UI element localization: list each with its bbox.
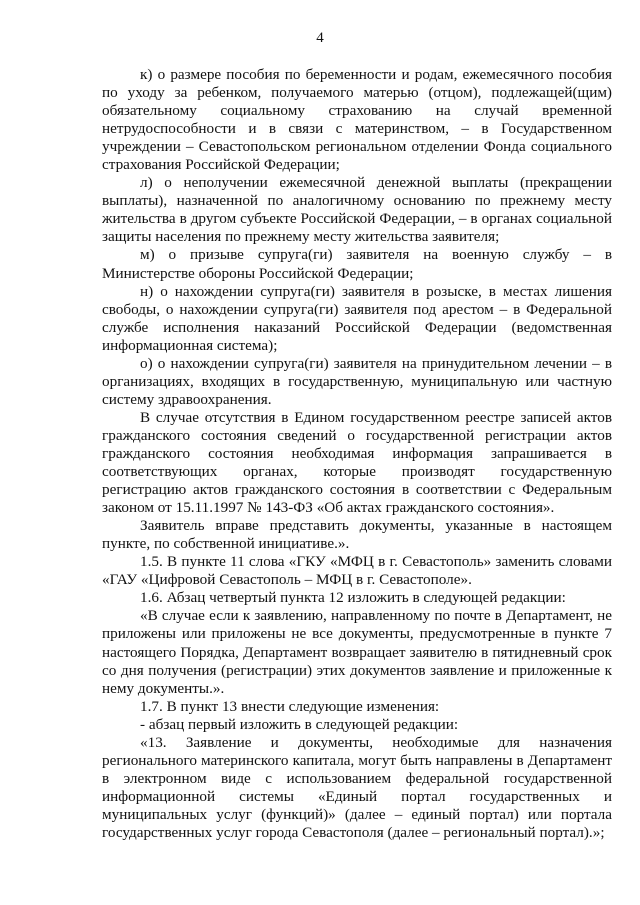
paragraph-item-k: к) о размере пособия по беременности и родам, ежемесячного пособия по уходу за ребенком, получаемого матерью (отцом), подлежащей(щим) обязательному социальному страхованию на случай временной нетрудоспособности и в связи с материнством, – в Государственном учреждении – Севастопольском региональном отделении Фонда социального страхования Российской Федерации; bbox=[102, 66, 612, 174]
paragraph-amendment-1-6: 1.6. Абзац четвертый пункта 12 изложить в следующей редакции: bbox=[140, 589, 566, 607]
paragraph-amendment-1-7-item: - абзац первый изложить в следующей редакции: bbox=[140, 715, 459, 733]
page-number: 4 bbox=[316, 30, 324, 46]
paragraph-clause-13: «13. Заявление и документы, необходимые для назначения регионального материнского капитала, могут быть направлены в Департамент в электронном виде с использованием федеральной государственной информационной системы «Единый портал государственных и муниципальных услуг (функций)» (далее – единый портал) или портала государственных услуг города Севастополя (далее – региональный портал).»; bbox=[102, 733, 612, 841]
paragraph-item-m: м) о призыве супруга(ги) заявителя на военную службу – в Министерстве обороны Российской Федерации; bbox=[102, 246, 612, 282]
paragraph-amendment-1-6-text: «В случае если к заявлению, направленному по почте в Департамент, не приложены или приложены не все документы, предусмотренные в пункте 7 настоящего Порядка, Департамент возвращает заявителю в пятидневный срок со дня получения (регистрации) этих документов заявление и приложенные к нему документы.». bbox=[102, 607, 612, 697]
paragraph-amendment-1-5: 1.5. В пункте 11 слова «ГКУ «МФЦ в г. Севастополь» заменить словами «ГАУ «Цифровой Севастополь – МФЦ в г. Севастополе». bbox=[102, 553, 612, 589]
paragraph-registry-absence: В случае отсутствия в Едином государственном реестре записей актов гражданского состояния сведений о государственной регистрации актов гражданского состояния необходимая информация запрашивается в соответствующих органах, которые производят государственную регистрацию актов гражданского состояния в соответствии с Федеральным законом от 15.11.1997 № 143-ФЗ «Об актах гражданского состояния». bbox=[102, 408, 612, 517]
paragraph-item-o: о) о нахождении супруга(ги) заявителя на принудительном лечении – в организациях, входящих в государственную, муниципальную или частную систему здравоохранения. bbox=[102, 354, 612, 408]
paragraph-applicant-right: Заявитель вправе представить документы, указанные в настоящем пункте, по собственной инициативе.». bbox=[102, 517, 612, 553]
document-body bbox=[102, 66, 612, 842]
paragraph-item-l: л) о неполучении ежемесячной денежной выплаты (прекращении выплаты), назначенной по аналогичному основанию по прежнему месту жительства в другом субъекте Российской Федерации, – в органах социальной защиты населения по прежнему месту жительства заявителя; bbox=[102, 174, 612, 246]
paragraph-item-n: н) о нахождении супруга(ги) заявителя в розыске, в местах лишения свободы, о нахождении супруга(ги) заявителя под арестом – в Федеральной службе исполнения наказаний Российской Федерации (ведомственная информационная система); bbox=[102, 282, 612, 354]
paragraph-amendment-1-7: 1.7. В пункт 13 внести следующие изменения: bbox=[140, 697, 440, 715]
